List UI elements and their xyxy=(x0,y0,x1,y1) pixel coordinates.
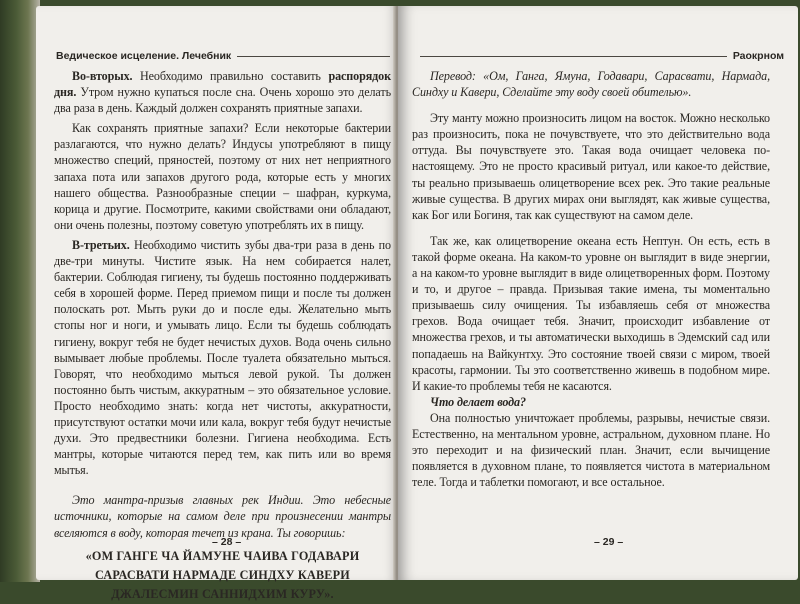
paragraph: Как сохранять приятные запахи? Если некоторые бактерии разлагаются, что нужно делать? Индусы употребляют в пищу множество специй, пряностей, поэтому от них нет неприятного запаха пота или запахов другого рода, которые есть у многих нашего общества. Разнообразные специи – шафран, куркума, корица и другие. Посмотрите, какими свойствами они обладают, они очень полезны, поэтому советую употреблять их в пищу. xyxy=(54,121,391,232)
paragraph xyxy=(54,68,391,116)
mantra-line: САРАСВАТИ НАРМАДЕ СИНДХУ КАВЕРИ xyxy=(95,567,350,582)
mantra-line: ДЖАЛЕСМИН САННИДХИМ КУРУ». xyxy=(111,586,334,601)
text-run: Утром нужно купаться после сна. Очень хорошо это делать два раза в день. Каждый должен сохранять приятные запахи. xyxy=(54,85,391,116)
text-run: Необходимо чистить зубы два-три раза в день по две-три минуты. Чистите язык. На нем собирается налет, бактерии. Соблюдая гигиену, ты будешь постоянно поддерживать себя в хорошей форме. Перед приемом пищи и после ты должен полоскать рот. Мыть руки до и после еды. Желательно мыть стопы ног и ноги, и умывать лицо. Если ты будешь соблюдать гигиену, вокруг тебя не будет нечистых духов. Вода очень сильно вымывает любые проблемы. После туалета обязательно мыться. Говорят, что необходимо мыться левой рукой. Ты должен постоянно быть чистым, аккуратным – это обязательное условие. Просто необходимо знать: когда нет чистоты, аккуратности, присутствуют остатки мочи или кала, вокруг тебя будут нечистые духи. Это предвестники болезни. Гигиена необходима. Есть мантры, которые читаются перед тем, как пить или во время мытья. xyxy=(54,237,391,478)
header-rule xyxy=(420,56,727,57)
left-page-number: – 28 – xyxy=(212,536,242,548)
right-page-number: – 29 – xyxy=(594,536,624,548)
left-running-header xyxy=(56,50,396,62)
left-page xyxy=(36,6,398,601)
paragraph xyxy=(54,237,391,478)
right-running-header xyxy=(414,50,784,62)
left-body-text xyxy=(54,68,391,604)
mantra-line: «ОМ ГАНГЕ ЧА ЙАМУНЕ ЧАИВА ГОДАВАРИ xyxy=(85,548,360,563)
paragraph: Так же, как олицетворение океана есть Нептун. Он есть, есть в такой форме океана. На каком-то уровне он выглядит в виде энергии, а на каком-то уровне выглядит в виде олицетворенных форм. Поэтому и то, и другое – правда. Призывая такие имена, ты моментально призываешь силу очищения. Ты избавляешь себя от множества грехов. Вода очищает тебя. Значит, происходит избавление от множества грехов, и ты автоматически выходишь в Эдемский сад или попадаешь на Вайкунтху. Это состояние твоей связи с миром, твоей красоты, гармонии. Ты это соответственно живешь в подобном мире. И какие-то проблемы тебя не касаются. xyxy=(412,233,770,393)
mantra-block xyxy=(54,547,391,604)
paragraph: Она полностью уничтожает проблемы, разрывы, нечистые связи. Естественно, на ментальном уровне, астральном, духовном плане. Но это переходит и на физический план. Значит, если вычищение появляется в духовном плане, то появляется чистота в материальном теле. Тогда и таблетки помогают, и все остальное. xyxy=(412,410,770,490)
bold-lead: Во-вторых. xyxy=(72,69,133,83)
right-page xyxy=(398,6,798,580)
right-header-title: Раокрном xyxy=(732,50,784,62)
section-heading: Что делает вода? xyxy=(430,394,526,409)
text-run: Необходимо правильно составить xyxy=(132,69,329,83)
bold-lead: В-третьих. xyxy=(72,237,130,252)
translation-paragraph: Перевод: «Ом, Ганга, Ямуна, Годавари, Сарасвати, Нармада, Синдху и Кавери, Сделайте эту воду своей обителью». xyxy=(412,69,770,100)
background-edge xyxy=(0,0,40,582)
italic-paragraph: Это мантра-призыв главных рек Индии. Это небесные источники, которые на самом деле при произнесении мантры вселяются в воду, которая течет из крана. Ты говоришь: xyxy=(54,493,391,540)
bold-term: распорядок дня. xyxy=(54,69,391,100)
header-rule xyxy=(237,56,390,57)
left-header-title: Ведическое исцеление. Лечебник xyxy=(56,50,232,62)
right-body-text xyxy=(412,68,770,490)
paragraph: Эту манту можно произносить лицом на восток. Можно несколько раз произносить, пока не почувствуете, что это действительно вода оттуда. Вы почувствуете это. Такая вода очищает человека по-настоящему. Это не просто красивый ритуал, или какое-то действие, ты реально призываешь олицетворение всех рек. Это такие реальные живые существа. В других мирах они выглядят, как живые существа, как Бог или Богиня, так как существуют на самом деле. xyxy=(412,111,770,222)
